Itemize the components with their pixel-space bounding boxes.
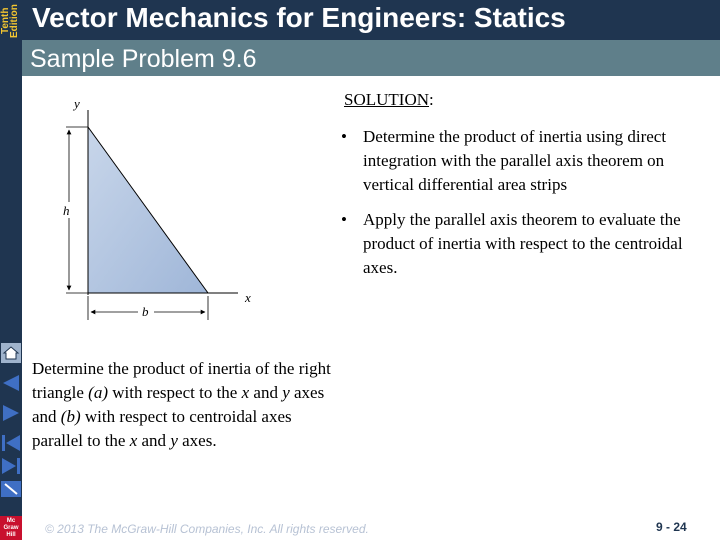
edition-label: Tenth Edition: [0, 4, 20, 38]
arrow-left-icon: [1, 373, 21, 393]
exit-icon: [1, 481, 21, 497]
next-button[interactable]: [0, 402, 22, 424]
solution-heading: SOLUTION:: [344, 90, 434, 109]
exit-button[interactable]: [0, 478, 22, 500]
height-label: h: [63, 203, 70, 218]
mcgraw-hill-logo: Mc Graw Hill: [0, 516, 22, 540]
first-button[interactable]: [0, 432, 22, 454]
home-icon: [1, 343, 21, 363]
arrow-right-icon: [1, 403, 21, 423]
page-number: 9 - 24: [656, 520, 687, 534]
home-button[interactable]: [0, 342, 22, 364]
x-axis-label: x: [245, 290, 251, 305]
base-label: b: [142, 304, 149, 319]
page-title: Vector Mechanics for Engineers: Statics: [22, 0, 720, 40]
left-nav-bar: [0, 0, 22, 540]
problem-statement: Determine the product of inertia of the right triangle (a) with respect to the x and y axes and (b) with respect to centroidal axes parallel to the x and y axes.: [32, 359, 331, 450]
y-axis-label: y: [74, 96, 80, 111]
right-triangle: [88, 127, 208, 293]
triangle-figure: [30, 90, 270, 326]
skip-forward-icon: [1, 456, 21, 476]
solution-steps: [339, 125, 714, 291]
previous-button[interactable]: [0, 372, 22, 394]
skip-back-icon: [1, 433, 21, 453]
solution-step: • Apply the parallel axis theorem to evaluate the product of inertia with respect to the centroidal axes.: [339, 208, 714, 280]
copyright-notice: © 2013 The McGraw-Hill Companies, Inc. All rights reserved.: [45, 522, 369, 536]
page-subtitle: Sample Problem 9.6: [22, 40, 720, 76]
last-button[interactable]: [0, 455, 22, 477]
solution-step: • Determine the product of inertia using direct integration with the parallel axis theorem on vertical differential area strips: [339, 125, 714, 197]
